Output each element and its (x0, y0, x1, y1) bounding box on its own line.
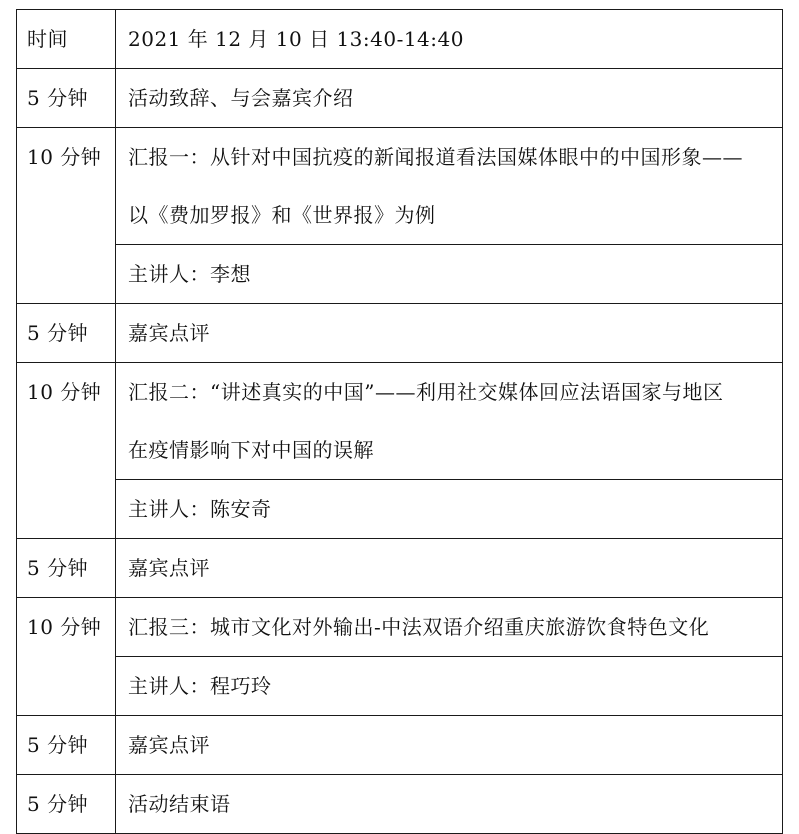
datetime-cell: 2021 年 12 月 10 日 13:40-14:40 (116, 10, 783, 69)
duration-cell: 5 分钟 (17, 304, 116, 363)
table-row (17, 69, 783, 128)
table-row (17, 304, 783, 363)
duration-cell: 10 分钟 (17, 128, 116, 304)
duration-cell: 5 分钟 (17, 775, 116, 834)
report-title-line: 汇报一：从针对中国抗疫的新闻报道看法国媒体眼中的中国形象—— (128, 145, 743, 169)
table-row (17, 480, 783, 539)
report-title-cell: 汇报三：城市文化对外输出-中法双语介绍重庆旅游饮食特色文化 (116, 598, 783, 657)
speaker-cell: 主讲人：陈安奇 (116, 480, 783, 539)
duration-cell: 5 分钟 (17, 69, 116, 128)
report-title-cell (116, 128, 783, 245)
table-row (17, 775, 783, 834)
table-row (17, 128, 783, 245)
content-cell: 活动致辞、与会嘉宾介绍 (116, 69, 783, 128)
table-row (17, 539, 783, 598)
table-header-row (17, 10, 783, 69)
duration-cell: 5 分钟 (17, 539, 116, 598)
table-row (17, 598, 783, 657)
table-row (17, 657, 783, 716)
table-row (17, 363, 783, 480)
content-cell: 活动结束语 (116, 775, 783, 834)
schedule-table (16, 9, 783, 834)
report-title-line: 在疫情影响下对中国的误解 (128, 438, 374, 462)
content-cell: 嘉宾点评 (116, 539, 783, 598)
table-row (17, 245, 783, 304)
report-title-line: 以《费加罗报》和《世界报》为例 (128, 203, 436, 227)
report-title-cell (116, 363, 783, 480)
time-header-cell: 时间 (17, 10, 116, 69)
content-cell: 嘉宾点评 (116, 304, 783, 363)
content-cell: 嘉宾点评 (116, 716, 783, 775)
table-row (17, 716, 783, 775)
duration-cell: 10 分钟 (17, 363, 116, 539)
speaker-cell: 主讲人：李想 (116, 245, 783, 304)
duration-cell: 5 分钟 (17, 716, 116, 775)
duration-cell: 10 分钟 (17, 598, 116, 716)
report-title-line: 汇报二：“讲述真实的中国”——利用社交媒体回应法语国家与地区 (128, 380, 724, 404)
speaker-cell: 主讲人：程巧玲 (116, 657, 783, 716)
